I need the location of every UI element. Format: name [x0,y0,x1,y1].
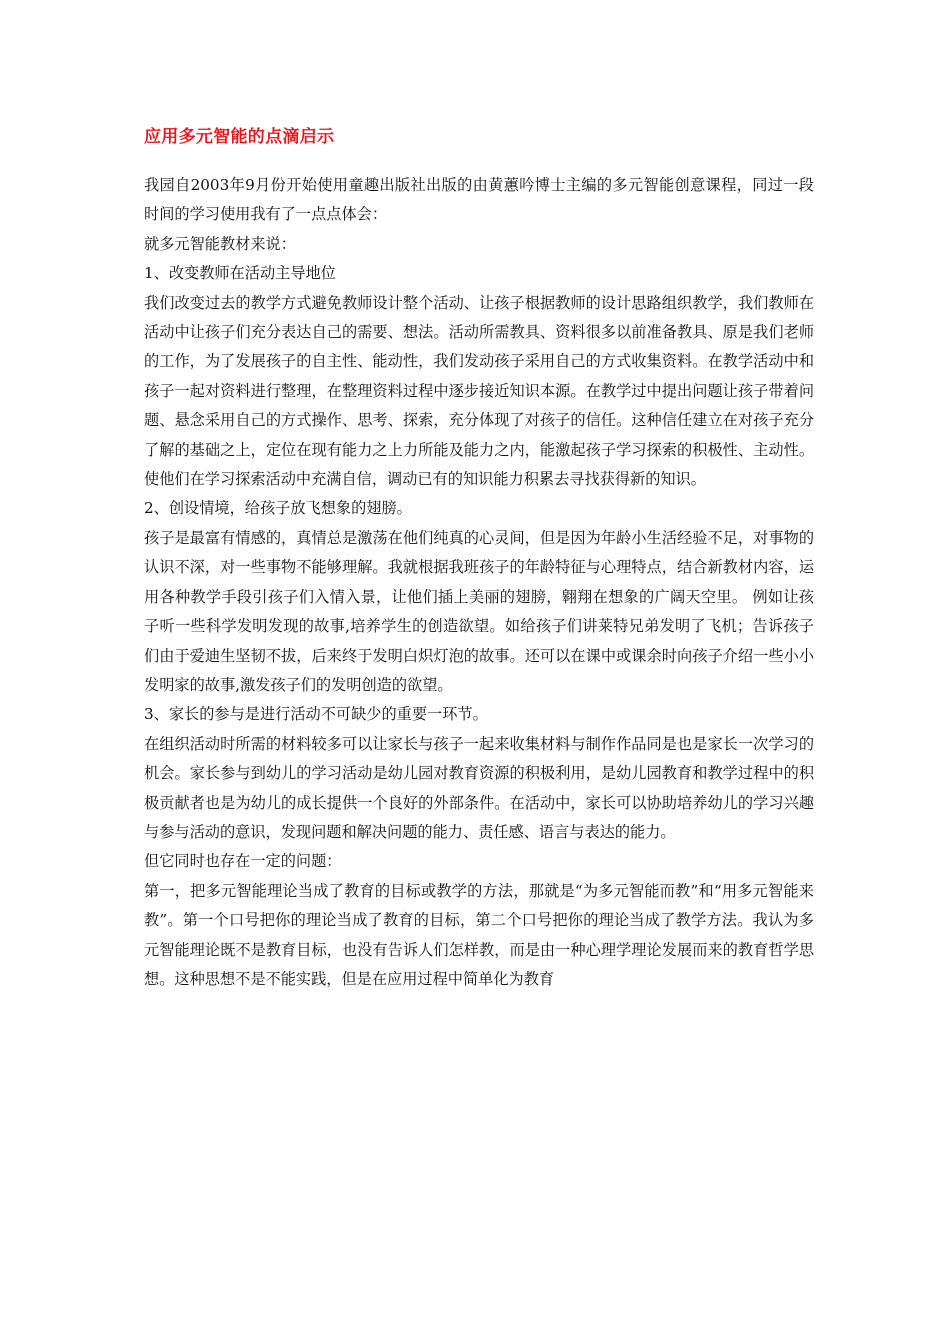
paragraph-section-3: 在组织活动时所需的材料较多可以让家长与孩子一起来收集材料与制作作品同是也是家长一次学习的机会。家长参与到幼儿的学习活动是幼儿园对教育资源的积极利用，是幼儿园教育和教学过程中的积极贡献者也是为幼儿的成长提供一个良好的外部条件。在活动中，家长可以协助培养幼儿的学习兴趣与参与活动的意识，发现问题和解决问题的能力、责任感、语言与表达的能力。 [144,734,814,841]
document-title: 应用多元智能的点滴启示 [144,127,335,147]
section-heading-1: 1、改变教师在活动主导地位 [144,264,336,283]
document-body [144,171,814,994]
section-heading-2: 2、创设情境，给孩子放飞想象的翅膀。 [144,499,412,518]
paragraph-section-1: 我们改变过去的教学方式避免教师设计整个活动、让孩子根据教师的设计思路组织教学，我们教师在活动中让孩子们充分表达自己的需要、想法。活动所需教具、资料很多以前准备教具、原是我们老师的工作，为了发展孩子的自主性、能动性，我们发动孩子采用自己的方式收集资料。在教学活动中和孩子一起对资料进行整理，在整理资料过程中逐步接近知识本源。在教学过中提出问题让孩子带着问题、悬念采用自己的方式操作、思考、探索，充分体现了对孩子的信任。这种信任建立在对孩子充分了解的基础之上，定位在现有能力之上力所能及能力之内，能激起孩子学习探索的积极性、主动性。使他们在学习探索活动中充满自信，调动已有的知识能力积累去寻找获得新的知识。 [144,293,814,489]
paragraph-section-2: 孩子是最富有情感的，真情总是激荡在他们纯真的心灵间，但是因为年龄小生活经验不足，对事物的认识不深，对一些事物不能够理解。我就根据我班孩子的年龄特征与心理特点，结合新教材内容，运用各种教学手段引孩子们入情入景，让他们插上美丽的翅膀，翱翔在想象的广阔天空里。 例如让孩子听一些科学发明发现的故事,培养学生的创造欲望。如给孩子们讲莱特兄弟发明了飞机；告诉孩子们由于爱迪生坚韧不拔，后来终于发明白炽灯泡的故事。还可以在课中或课余时向孩子介绍一些小小发明家的故事,激发孩子们的发明创造的欲望。 [144,528,814,694]
section-heading-3: 3、家长的参与是进行活动不可缺少的重要一环节。 [144,705,488,724]
paragraph-problems-heading: 但它同时也存在一定的问题： [144,852,342,871]
paragraph-textbook-heading: 就多元智能教材来说： [144,234,296,253]
paragraph-intro: 我园自2003年9月份开始使用童趣出版社出版的由黄蕙吟博士主编的多元智能创意课程，同过一段时间的学习使用我有了一点点体会： [144,176,814,224]
paragraph-problem-1: 第一，把多元智能理论当成了教育的目标或教学的方法，那就是“为多元智能而教”和“用多元智能来教”。第一个口号把你的理论当成了教育的目标，第二个口号把你的理论当成了教学方法。我认为多元智能理论既不是教育目标，也没有告诉人们怎样教，而是由一种心理学理论发展而来的教育哲学思想。这种思想不是不能实践，但是在应用过程中简单化为教育 [144,881,814,988]
